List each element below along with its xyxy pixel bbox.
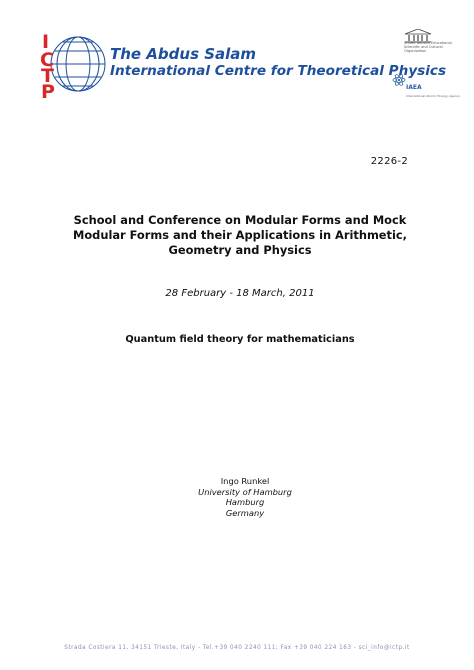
unesco-label: United Nations Educational, Scientific and Cultural Organization — [404, 41, 453, 54]
affiliation-city: Hamburg — [225, 497, 265, 507]
affiliation-country: Germany — [225, 507, 265, 518]
partner-logos — [382, 28, 461, 108]
iaea-atom-icon — [392, 72, 406, 91]
logo-letter-i: I — [42, 31, 50, 53]
document-number: 2226-2 — [370, 156, 408, 167]
conference-title: School and Conference on Modular Forms and Mock Modular Forms and their Applications in Arithmetic, Geometry and Physics — [73, 213, 407, 257]
ictp-globe-logo — [38, 28, 110, 100]
institute-name-line1: The Abdus Salam — [110, 45, 257, 63]
iaea-subtitle: International Atomic Energy Agency — [406, 94, 461, 98]
logo-letter-p: P — [41, 81, 55, 100]
footer-address: Strada Costiera 11, 34151 Trieste, Italy - Tel.+39 040 2240 111; Fax +39 040 224 163 - sci_info@ictp.it — [64, 645, 410, 651]
institute-name-line2: International Centre for Theoretical Physics — [110, 63, 447, 79]
speaker-block — [100, 476, 390, 518]
conference-dates: 28 February - 18 March, 2011 — [165, 288, 315, 299]
iaea-name: IAEA — [406, 84, 422, 91]
logo-letter-t: T — [41, 65, 54, 87]
logo-letter-c: C — [40, 49, 54, 71]
affiliation-university: University of Hamburg — [198, 486, 292, 497]
speaker-name: Ingo Runkel — [220, 476, 270, 486]
talk-title: Quantum field theory for mathematicians — [125, 334, 355, 345]
